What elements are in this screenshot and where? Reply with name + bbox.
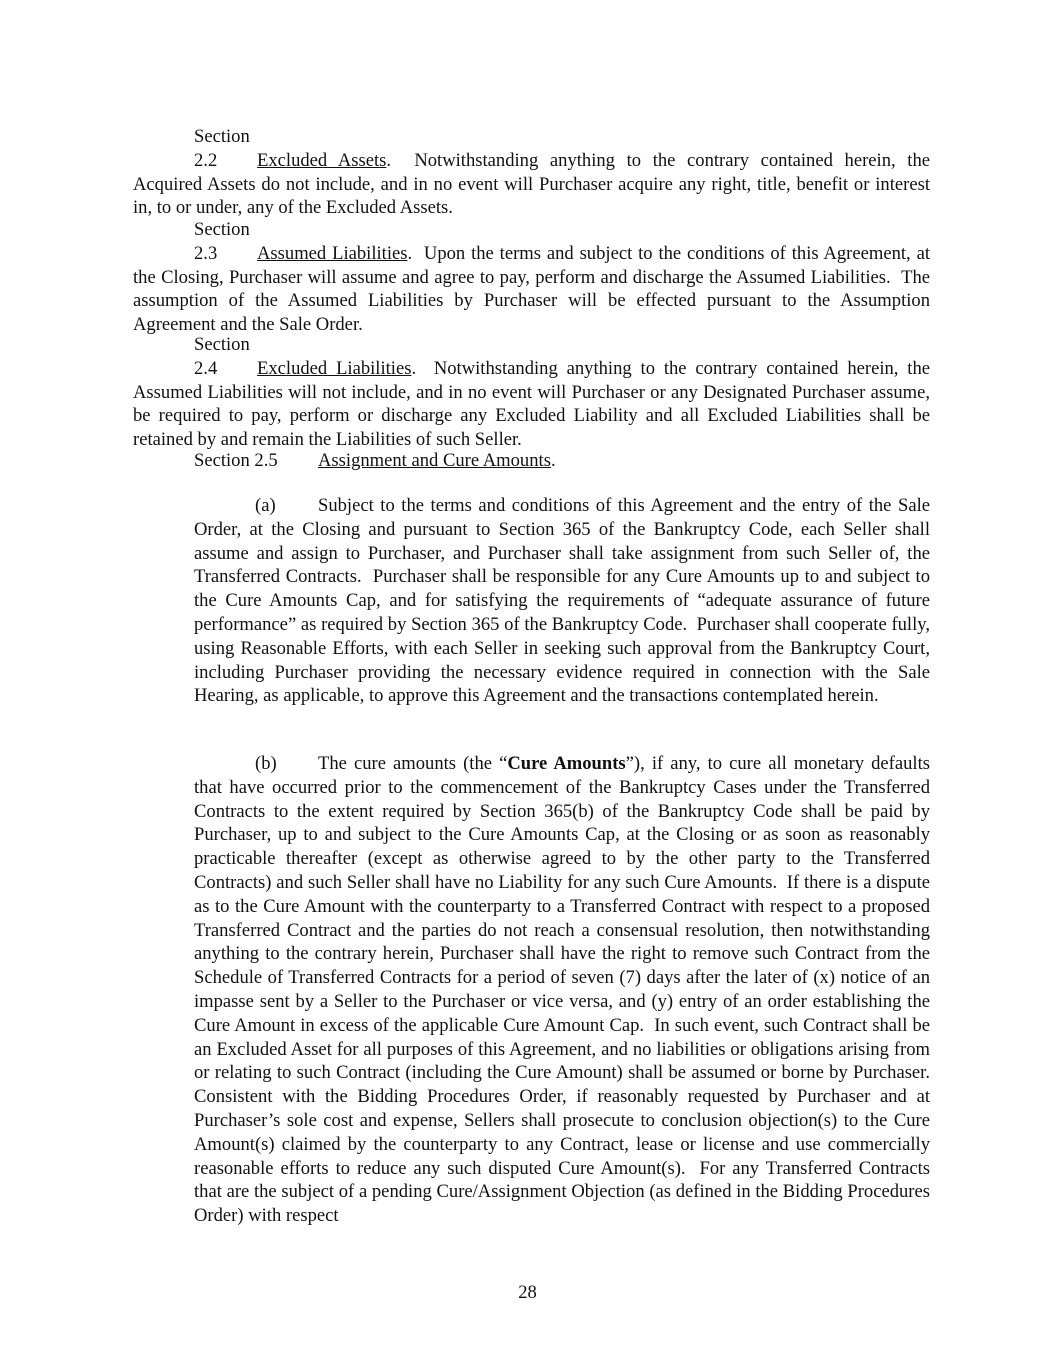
section-number: Section 2.4 — [194, 334, 250, 379]
subsection-a-paragraph — [194, 494, 935, 708]
section-body: Upon the terms and subject to the conditions of this Agreement, at the Closing, Purchaser will assume and agree to pay, perform and discharge the Assumed Liabilities. The assumption of the Assumed Liabilities by Purchaser will be effected pursuant to the Assumption Agreement and the Sale Order. — [133, 242, 935, 336]
section-heading: Assignment and Cure Amounts — [318, 450, 551, 471]
section-heading: Assumed Liabilities — [257, 242, 408, 264]
heading-punctuation: . — [386, 149, 392, 171]
section-2-2-paragraph — [133, 125, 935, 220]
page-number: 28 — [518, 1282, 537, 1303]
section-heading: Excluded Assets — [257, 149, 387, 171]
section-body: Notwithstanding anything to the contrary contained herein, the Assumed Liabilities will not include, and in no event will Purchaser or any Designated Purchaser assume, be required to pay, perform or discharge any Excluded Liability and all Excluded Liabilities shall be retained by and remain the Liabilities of such Seller. — [133, 357, 935, 451]
section-2-4-paragraph — [133, 333, 935, 452]
section-number: Section 2.2 — [194, 126, 250, 171]
subsection-body: Subject to the terms and conditions of this Agreement and the entry of the Sale Order, at the Closing and pursuant to Section 365 of the Bankruptcy Code, each Seller shall assume and assign to Purchaser, and Purchaser shall take assignment from such Seller of, the Transferred Contracts. Purchaser shall be responsible for any Cure Amounts up to and subject to the Cure Amounts Cap, and for satisfying the requirements of “adequate assurance of future performance” as required by Section 365 of the Bankruptcy Code. Purchaser shall cooperate fully, using Reasonable Efforts, with each Seller in seeking such approval from the Bankruptcy Court, including Purchaser providing the necessary evidence required in connection with the Sale Hearing, as applicable, to approve this Agreement and the transactions contemplated herein. — [194, 495, 935, 707]
heading-punctuation: . — [407, 242, 413, 264]
defined-term: Cure Amounts — [507, 753, 626, 774]
subsection-body-rest: ”), if any, to cure all monetary defaults that have occurred prior to the commencement of the Bankruptcy Cases under the Transferred Contracts to the extent required by Section 365(b) of the Bankruptcy Code shall be paid by Purchaser, up to and subject to the Cure Amounts Cap, at the Closing or as soon as reasonably practicable thereafter (except as otherwise agreed to by the other party to the Transferred Contracts) and such Seller shall have no Liability for any such Cure Amounts. If there is a dispute as to the Cure Amount with the counterparty to a Transferred Contract with respect to a proposed Transferred Contract and the parties do not reach a consensual resolution, then notwithstanding anything to the contrary herein, Purchaser shall have the right to remove such Contract from the Schedule of Transferred Contracts for a period of seven (7) days after the later of (x) notice of an impasse sent by a Seller to the Purchaser or vice versa, and (y) entry of an order establishing the Cure Amount in excess of the applicable Cure Amount Cap. In such event, such Contract shall be an Excluded Asset for all purposes of this Agreement, and no liabilities or obligations arising from or relating to such Contract (including the Cure Amount) shall be assumed or borne by Purchaser. Consistent with the Bidding Procedures Order, if reasonably requested by Purchaser and at Purchaser’s sole cost and expense, Sellers shall prosecute to conclusion objection(s) to the Cure Amount(s) claimed by the counterparty to any Contract, lease or license and use commercially reasonable efforts to reduce any such disputed Cure Amount(s). For any Transferred Contracts that are the subject of a pending Cure/Assignment Objection (as defined in the Bidding Procedures Order) with respect — [194, 753, 940, 1227]
subsection-b-paragraph — [194, 752, 940, 1228]
section-number: Section 2.5 — [194, 450, 278, 471]
section-heading: Excluded Liabilities — [257, 357, 412, 379]
section-2-5-heading-line — [194, 449, 556, 473]
subsection-body-start: The cure amounts (the “ — [318, 753, 508, 774]
heading-punctuation: . — [550, 450, 556, 471]
subsection-label: (a) — [255, 495, 276, 516]
section-number: Section 2.3 — [194, 219, 250, 264]
section-2-3-paragraph — [133, 218, 935, 337]
heading-punctuation: . — [411, 357, 417, 379]
subsection-label: (b) — [255, 753, 277, 774]
section-body: Notwithstanding anything to the contrary contained herein, the Acquired Assets do not include, and in no event will Purchaser acquire any right, title, benefit or interest in, to or under, any of the Excluded Assets. — [133, 149, 935, 219]
